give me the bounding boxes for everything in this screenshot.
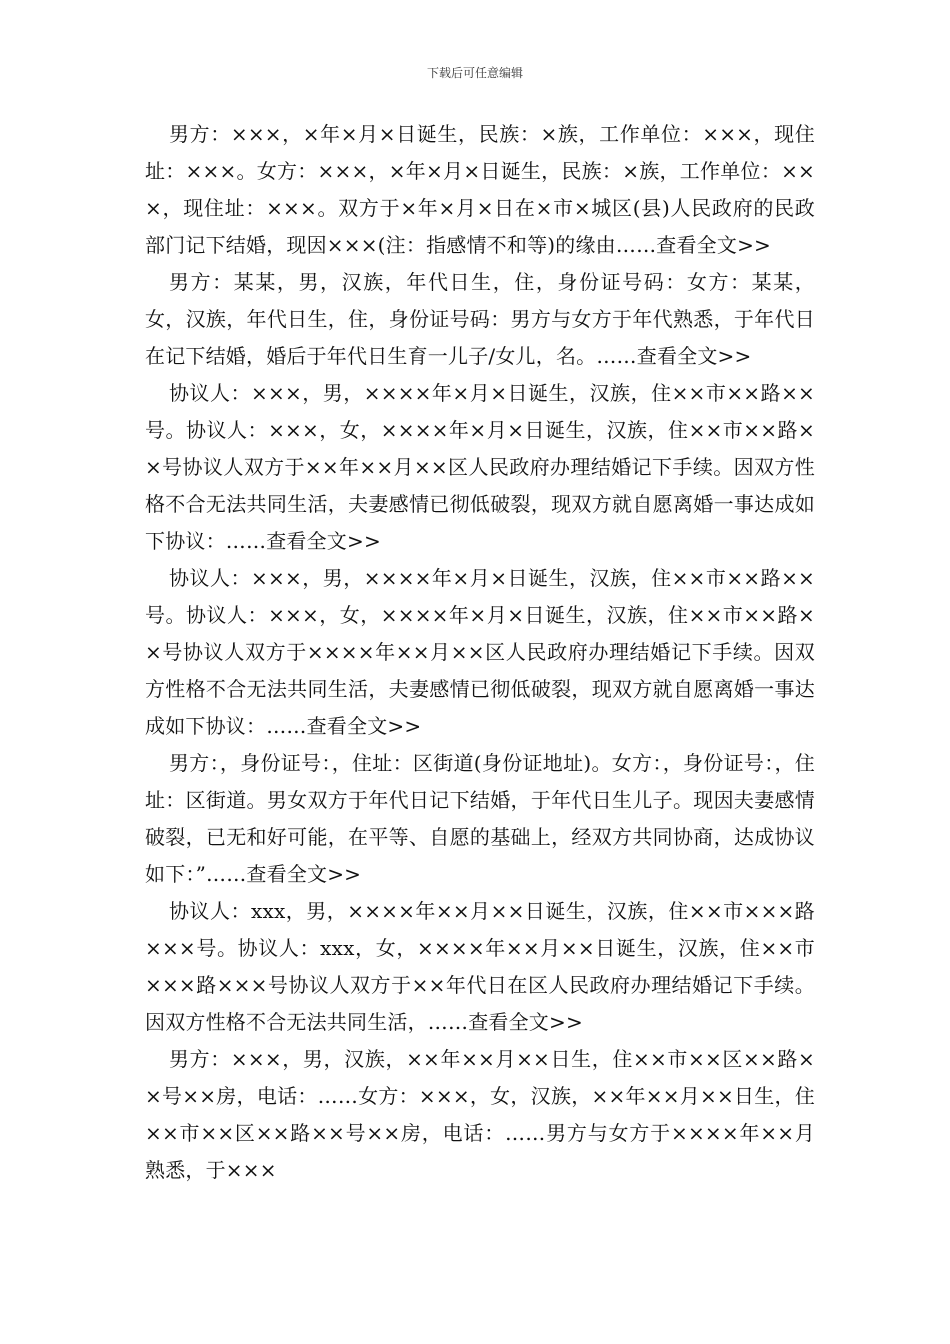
paragraph-7: 男方：×××，男，汉族，××年××月××日生，住××市××区××路××号××房，电话：……女方：×××，女，汉族，××年××月××日生，住××市××区××路××号××房，电话：……男方与女方于××××年××月熟悉，于××× bbox=[145, 1047, 815, 1182]
paragraph-6: 协议人：xxx，男，××××年××月××日诞生，汉族，住××市×××路×××号。协议人：xxx，女，××××年××月××日诞生，汉族，住××市×××路×××号协议人双方于××年代日在区人民政府办理结婚记下手续。因双方性格不合无法共同生活，……查看全文>> bbox=[145, 899, 815, 1034]
document-body bbox=[145, 116, 815, 1189]
paragraph-3: 协议人：×××，男，××××年×月×日诞生，汉族，住××市××路××号。协议人：×××，女，××××年×月×日诞生，汉族，住××市××路××号协议人双方于××年××月××区人民政府办理结婚记下手续。因双方性格不合无法共同生活，夫妻感情已彻低破裂，现双方就自愿离婚一事达成如下协议：……查看全文>> bbox=[145, 381, 815, 553]
paragraph-1: 男方：×××，×年×月×日诞生，民族：×族，工作单位：×××，现住址：×××。女方：×××，×年×月×日诞生，民族：×族，工作单位：×××，现住址：×××。双方于×年×月×日在×市×城区(县)人民政府的民政部门记下结婚，现因×××(注：指感情不和等)的缘由……查看全文>> bbox=[145, 122, 815, 257]
paragraph-2: 男方：某某，男，汉族，年代日生，住，身份证号码：女方：某某，女，汉族，年代日生，住，身份证号码：男方与女方于年代熟悉，于年代日在记下结婚，婚后于年代日生育一儿子/女儿，名。……查看全文>> bbox=[145, 270, 815, 368]
paragraph-4: 协议人：×××，男，××××年×月×日诞生，汉族，住××市××路××号。协议人：×××，女，××××年×月×日诞生，汉族，住××市××路××号协议人双方于××××年××月××区人民政府办理结婚记下手续。因双方性格不合无法共同生活，夫妻感情已彻低破裂，现双方就自愿离婚一事达成如下协议：……查看全文>> bbox=[145, 566, 815, 738]
page-header: 下载后可任意编辑 bbox=[426, 66, 523, 80]
paragraph-5: 男方：，身份证号：，住址：区街道(身份证地址)。女方：，身份证号：，住址：区街道。男女双方于年代日记下结婚，于年代日生儿子。现因夫妻感情破裂，已无和好可能，在平等、自愿的基础上，经双方共同协商，达成协议如下：”……查看全文>> bbox=[145, 751, 815, 886]
